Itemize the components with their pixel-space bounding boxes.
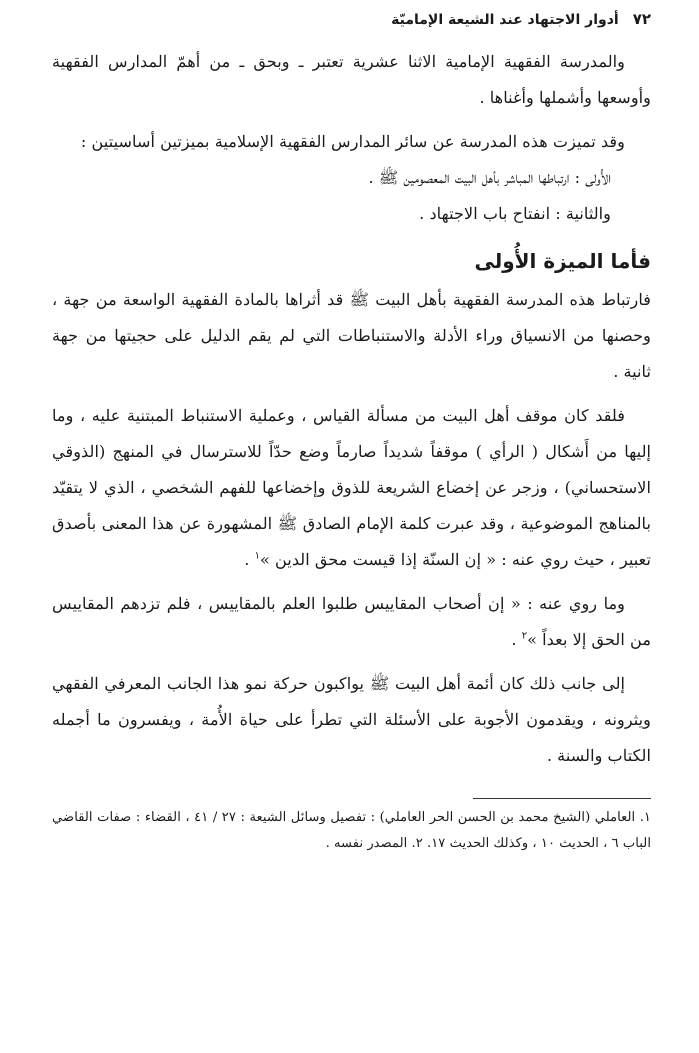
footnote-marker: ١ (254, 550, 260, 562)
footnote-marker: ٢ (521, 630, 528, 642)
page-number: ٧٢ (632, 10, 651, 28)
main-text (52, 44, 651, 774)
paragraph (52, 398, 651, 578)
paragraph-text: فلقد كان موقف أهل البيت من مسألة القياس ، وعملية الاستنباط المبتنية عليه ، وما إليها من أَشكال ( الرأي ) موقفاً شديداً صارماً وضع حدّاً للاسترسال في المنهج (الذوقي الاستحساني) ، وزجر عن إخضاع الشريعة للذوق وإخضاعها للفهم الشخصي ، الذي لا يتقيّد بالمناهج الموضوعية ، وقد عبرت كلمة الإمام الصادق ﷺ المشهورة عن هذا المعنى بأصدق تعبير ، حيث روي عنه : « إن السنّة إذا قيست محق الدين » (52, 406, 651, 569)
paragraph: إلى جانب ذلك كان أئمة أهل البيت ﷺ يواكبون حركة نمو هذا الجانب المعرفي الفقهي ويثرونه ، ويقدمون الأجوبة على الأسئلة التي تطرأ على حياة الأُمة ، ويفسرون ما أجمله الكتاب والسنة . (52, 674, 651, 765)
section-heading: فأما الميزة الأُولى (474, 249, 651, 273)
running-header (52, 10, 651, 28)
paragraph-end: . (244, 550, 255, 569)
footnote-separator (473, 798, 651, 799)
footnote: ١. العاملي (الشيخ محمد بن الحسن الحر العاملي) : تفصيل وسائل الشيعة : ٢٧ / ٤١ ، القضاء : صفات القاضي الباب ٦ ، الحديث ١٠ ، وكذلك الحديث ١٧. ٢. المصدر نفسه . (52, 810, 652, 851)
running-title: أدوار الاجتهاد عند الشيعة الإماميّة (391, 12, 619, 28)
footnotes (52, 805, 651, 857)
paragraph (52, 586, 651, 658)
list-item: الأُولى : ارتباطها المباشر بأهل البيت المعصومين ﷺ . (368, 168, 611, 187)
paragraph: وقد تميزت هذه المدرسة عن سائر المدارس الفقهية الإسلامية بميزتين أساسيتين : (80, 132, 625, 151)
paragraph: والمدرسة الفقهية الإمامية الاثنا عشرية تعتبر ـ وبحق ـ من أهمّ المدارس الفقهية وأوسعها وأشملها وأغناها . (52, 52, 651, 107)
list-item: والثانية : انفتاح باب الاجتهاد . (419, 204, 611, 223)
paragraph: فارتباط هذه المدرسة الفقهية بأهل البيت ﷺ قد أثراها بالمادة الفقهية الواسعة من جهة ، وحصنها من الانسياق وراء الأدلة والاستنباطات التي لم يقم الدليل على حجيتها من جهة ثانية . (52, 290, 651, 381)
paragraph-end: . (511, 630, 522, 649)
paragraph-text: وما روي عنه : « إن أصحاب المقاييس طلبوا العلم بالمقاييس ، فلم تزدهم المقاييس من الحق إلا بعداً » (52, 594, 651, 649)
